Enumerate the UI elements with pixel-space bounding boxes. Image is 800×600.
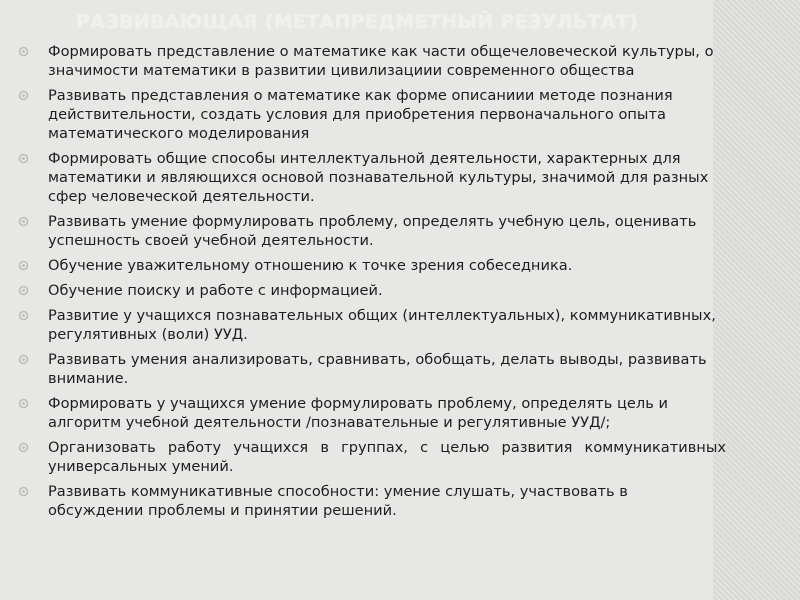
circle-bullet-icon (18, 354, 29, 365)
circle-bullet-icon (18, 260, 29, 271)
circle-bullet-icon (18, 46, 29, 57)
circle-bullet-icon (18, 285, 29, 296)
list-item-text: Развивать коммуникативные способности: умение слушать, участвовать в обсуждении проблемы и принятии решений. (48, 483, 628, 519)
circle-bullet-icon (18, 310, 29, 321)
list-item-text: Развивать представления о математике как форме описаниии методе познания действительности, создать условия для приобретения первоначального опыта математического моделирования (48, 87, 673, 142)
list-item (18, 212, 726, 250)
list-item-text: Развивать умение формулировать проблему, определять учебную цель, оценивать успешность своей учебной деятельности. (48, 213, 697, 249)
list-item (18, 350, 726, 388)
list-item (18, 394, 726, 432)
list-item-text: Организовать работу учащихся в группах, с целью развития коммуникативных универсальных умений. (48, 439, 726, 475)
list-item (18, 281, 726, 300)
circle-bullet-icon (18, 398, 29, 409)
list-item (18, 438, 726, 476)
list-item-text: Формировать общие способы интеллектуальной деятельности, характерных для математики и являющихся основой познавательной культуры, значимой для разных сфер человеческой деятельности. (48, 150, 709, 205)
list-item (18, 256, 726, 275)
list-item (18, 86, 726, 143)
list-item-text: Формировать представление о математике как части общечеловеческой культуры, о значимости математики в развитии цивилизациии современного общества (48, 43, 714, 79)
slide-title: РАЗВИВАЮЩАЯ (МЕТАПРЕДМЕТНЫЙ РЕЗУЛЬТАТ) (76, 11, 639, 33)
list-item-text: Обучение уважительному отношению к точке зрения собеседника. (48, 257, 573, 274)
list-item-text: Формировать у учащихся умение формулировать проблему, определять цель и алгоритм учебной деятельности /познавательные и регулятивные УУД/; (48, 395, 668, 431)
circle-bullet-icon (18, 486, 29, 497)
list-item (18, 149, 726, 206)
list-item (18, 482, 726, 520)
circle-bullet-icon (18, 442, 29, 453)
circle-bullet-icon (18, 153, 29, 164)
list-item (18, 306, 726, 344)
list-item-text: Развитие у учащихся познавательных общих (интеллектуальных), коммуникативных, регулятивных (воли) УУД. (48, 307, 716, 343)
list-item-text: Обучение поиску и работе с информацией. (48, 282, 383, 299)
decorative-stripe (713, 0, 800, 600)
list-item-text: Развивать умения анализировать, сравнивать, обобщать, делать выводы, развивать внимание. (48, 351, 707, 387)
list-item (18, 42, 726, 80)
circle-bullet-icon (18, 216, 29, 227)
bullet-list (18, 42, 726, 526)
circle-bullet-icon (18, 90, 29, 101)
